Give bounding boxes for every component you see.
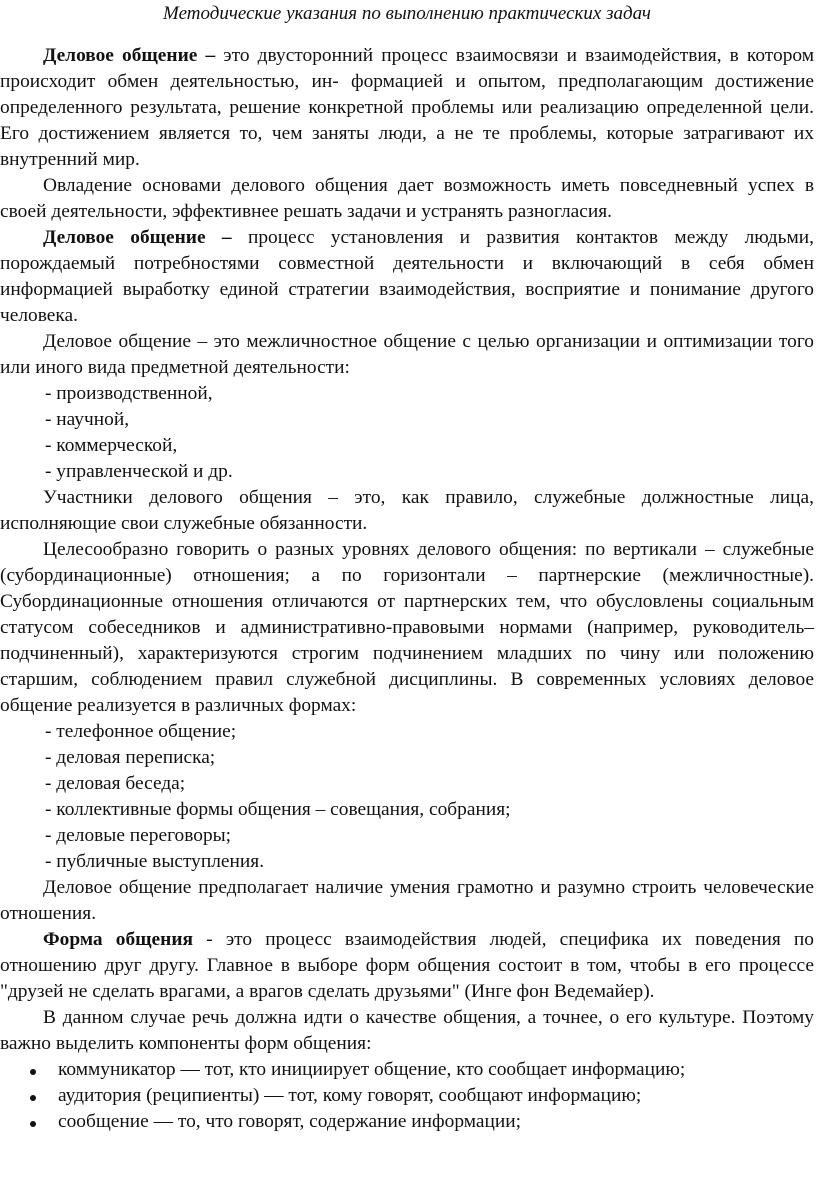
paragraph-text: это двусторонний процесс взаимосвязи и взаимодействия, в котором происходит обмен деятельностью, ин- формацией и опытом, предполагающим достижение определенного результата, решение конкретной проблемы или реализацию определенной цели. Его достижением является то, чем заняты люди, а не те проблемы, которые затрагивают их внутренний мир. [0,45,815,170]
list-item: - управленческой и др. [45,461,233,482]
list-item [0,1083,814,1109]
list-item: - деловые переговоры; [45,825,232,846]
paragraph-levels [0,537,814,719]
paragraph-participants [0,485,814,537]
list-item: - телефонное общение; [45,721,237,742]
bullet-icon [30,1121,36,1127]
bullet-icon [30,1095,36,1101]
paragraph-text: Деловое общение предполагает наличие умения грамотно и разумно строить человеческие отношения. [0,877,814,924]
paragraph-culture [0,1005,814,1057]
page-header: Методические указания по выполнению практических задач [163,3,651,24]
paragraph-text: Овладение основами делового общения дает возможность иметь повседневный успех в своей деятельности, эффективнее решать задачи и устранять разногласия. [0,175,814,222]
list-item: - научной, [45,409,130,430]
paragraph-mastery [0,173,814,225]
bullet-icon [30,1069,36,1075]
list-item [0,1057,814,1083]
term-form-of-communication: Форма общения [43,929,193,950]
components-list [0,1057,814,1135]
paragraph-definition-2 [0,225,814,329]
paragraph-text: процесс установления и развития контактов между людьми, порождаемый потребностями совместной деятельности и включающий в себя обмен информацией выработку единой стратегии взаимодействия, восприятие и понимание другого человека. [0,227,814,326]
activity-list [0,381,814,485]
list-item: - деловая переписка; [45,747,216,768]
paragraph-text: Деловое общение – это межличностное общение с целью организации и оптимизации того или иного вида предметной деятельности: [0,331,814,378]
list-item-text: аудитория (реципиенты) — тот, кому говорят, сообщают информацию; [58,1085,642,1106]
list-item: - публичные выступления. [45,851,265,872]
list-item: - коммерческой, [45,435,178,456]
paragraph-text: - это процесс взаимодействия людей, специфика их поведения по отношению друг другу. Главное в выборе форм общения состоит в том, чтобы в его процессе "друзей не сделать врагами, а врагов сделать друзьями" (Инге фон Ведемайер). [0,929,814,1002]
list-item: - коллективные формы общения – совещания, собрания; [45,799,511,820]
paragraph-text: Целесообразно говорить о разных уровнях делового общения: по вертикали – служебные (субординационные) отношения; а по горизонтали – партнерские (межличностные). Субординационные отношения отличаются от партнерских тем, что обусловлены социальным статусом собеседников и административно-правовыми нормами (например, руководитель–подчиненный), характеризуются строгим подчинением младших по чину или положению старшим, соблюдением правил служебной дисциплины. В современных условиях деловое общение реализуется в различных формах: [0,539,814,716]
paragraph-interpersonal [0,329,814,381]
paragraph-text: Участники делового общения – это, как правило, служебные должностные лица, исполняющие свои служебные обязанности. [0,487,814,534]
paragraph-definition-1 [0,43,814,173]
list-item-text: сообщение — то, что говорят, содержание информации; [58,1111,521,1132]
paragraph-skills [0,875,814,927]
term-business-communication: Деловое общение – [43,227,232,248]
list-item-text: коммуникатор — тот, кто инициирует общение, кто сообщает информацию; [58,1059,686,1080]
list-item: - деловая беседа; [45,773,186,794]
paragraph-form-of-communication [0,927,814,1005]
list-item [0,1109,814,1135]
list-item: - производственной, [45,383,213,404]
document-body [0,43,814,1135]
paragraph-text: В данном случае речь должна идти о качестве общения, а точнее, о его культуре. Поэтому важно выделить компоненты форм общения: [0,1007,814,1054]
term-business-communication: Деловое общение – [43,45,216,66]
forms-list [0,719,814,875]
